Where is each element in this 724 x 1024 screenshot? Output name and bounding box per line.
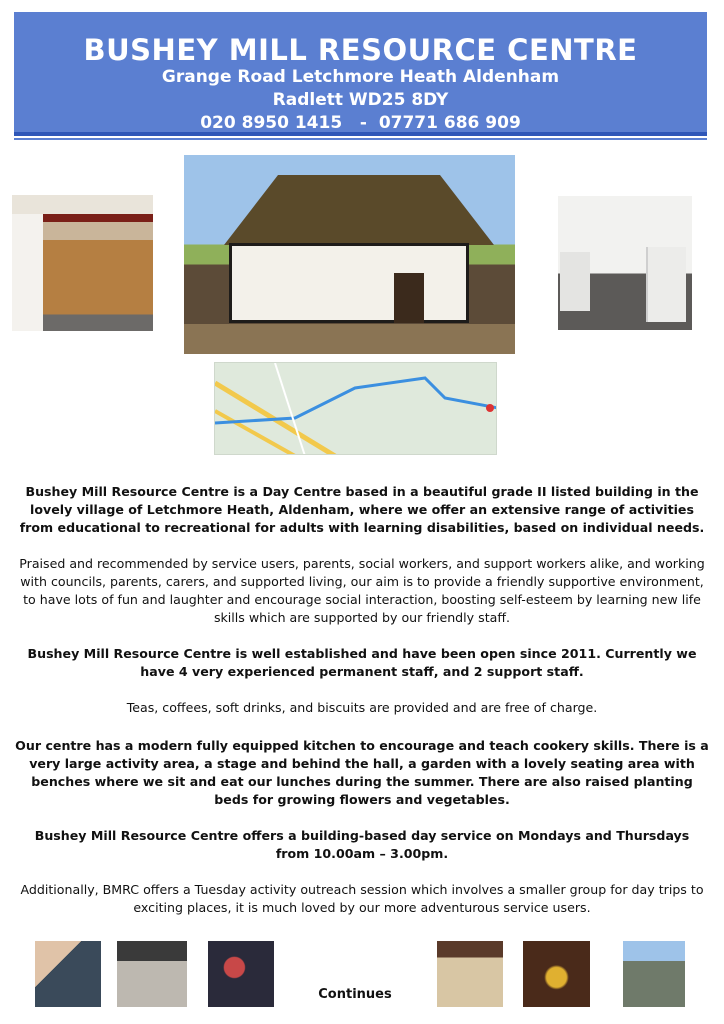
activity-photo-4 xyxy=(437,941,503,1007)
activity-photo-1 xyxy=(35,941,101,1007)
kitchen-photo xyxy=(558,196,692,330)
schedule-line-2: from 10.00am – 3.00pm. xyxy=(275,846,449,861)
activity-photo-3 xyxy=(208,941,274,1007)
praise-paragraph: Praised and recommended by service users, parents, social workers, and support workers alike, and working with councils, parents, carers, and supported living, our aim is to provide a friendly supportive environment, to have lots of fun and laughter and encourage social interaction, boosting self-esteem by learning new life skills which are supported by our friendly staff. xyxy=(19,556,705,625)
hall-interior-photo xyxy=(12,195,153,331)
location-map xyxy=(214,362,497,455)
activity-photo-6 xyxy=(623,941,685,1007)
intro-paragraph: Bushey Mill Resource Centre is a Day Centre based in a beautiful grade II listed building in the lovely village of Letchmore Heath, Aldenham, where we offer an extensive range of activities from educational to recreational for adults with learning disabilities, based on individual needs. xyxy=(19,484,705,535)
address-line-1: Grange Road Letchmore Heath Aldenham xyxy=(161,67,560,87)
building-exterior-photo xyxy=(184,155,515,354)
phone-numbers: 020 8950 1415 - 07771 686 909 xyxy=(200,113,521,133)
header-divider xyxy=(14,138,707,140)
activity-photo-2 xyxy=(117,941,187,1007)
continues-label: Continues xyxy=(318,987,392,1002)
refreshments-paragraph: Teas, coffees, soft drinks, and biscuits are provided and are free of charge. xyxy=(126,700,598,715)
address-line-2: Radlett WD25 8DY xyxy=(272,90,449,110)
outreach-paragraph: Additionally, BMRC offers a Tuesday activity outreach session which involves a smaller group for day trips to exciting places, it is much loved by our more adventurous service users. xyxy=(20,882,704,915)
activity-photo-5 xyxy=(523,941,590,1007)
header-banner xyxy=(14,12,707,136)
facilities-paragraph: Our centre has a modern fully equipped kitchen to encourage and teach cookery skills. There is a very large activity area, a stage and behind the hall, a garden with a lovely seating area with benches where we sit and eat our lunches during the summer. There are also raised planting beds for growing flowers and vegetables. xyxy=(15,738,709,807)
schedule-line-1: Bushey Mill Resource Centre offers a building-based day service on Mondays and Thursdays xyxy=(34,828,690,843)
page-title: BUSHEY MILL RESOURCE CENTRE xyxy=(83,33,638,67)
staff-paragraph: Bushey Mill Resource Centre is well established and have been open since 2011. Currently we have 4 very experienced permanent staff, and 2 support staff. xyxy=(27,646,697,679)
